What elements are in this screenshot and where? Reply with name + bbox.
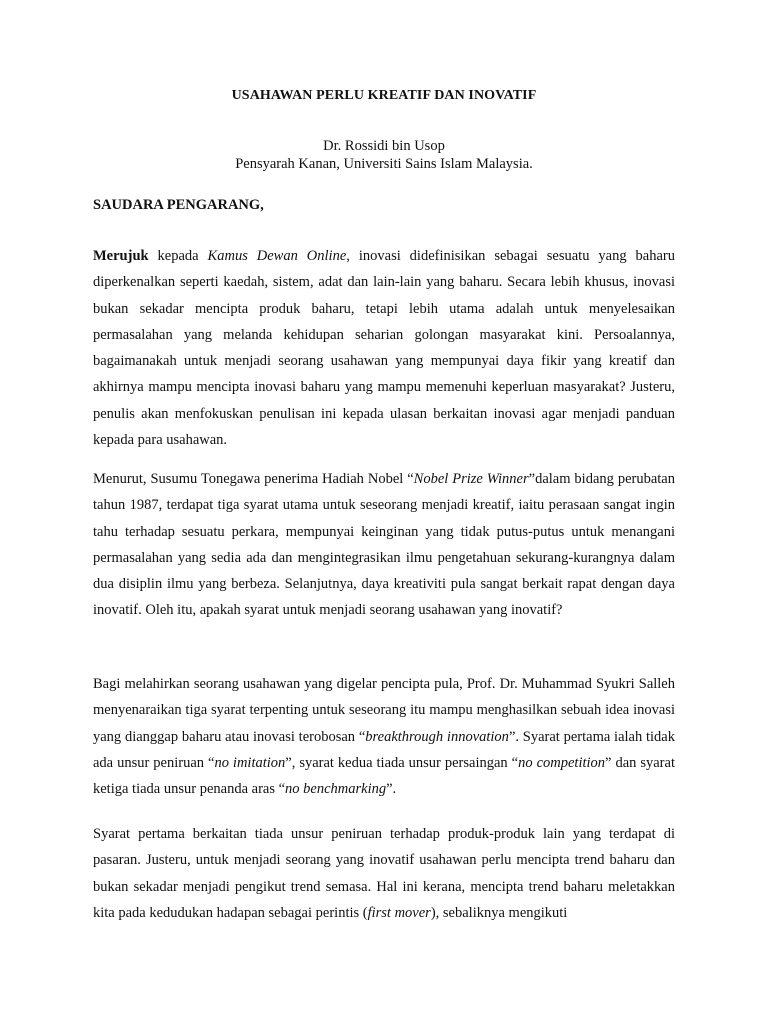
paragraph-1-emphasis-a: Kamus Dewan Online <box>207 248 347 264</box>
paragraph-3-text-b: ”. Syarat pertama ialah tidak ada unsur peniruan “ <box>93 728 675 771</box>
paragraph-3-emphasis-b: no imitation <box>214 754 286 771</box>
paragraph-3-emphasis-a: breakthrough innovation <box>365 728 509 745</box>
salutation: SAUDARA PENGARANG, <box>93 197 264 213</box>
paragraph-2-text-b: ”dalam bidang perubatan tahun 1987, terdapat tiga syarat utama untuk seseorang menjadi kreatif, iaitu perasaan sangat ingin tahu terhadap sesuatu perkara, mempunyai keinginan yang tidak putus-putus untuk menangani permasalahan yang sedia ada dan mengintegrasikan ilmu pengetahuan sekurang-kurangnya dalam dua disiplin ilmu yang berbeza. Selanjutnya, daya kreativiti pula sangat berkait rapat dengan daya inovatif. Oleh itu, apakah syarat untuk menjadi seorang usahawan yang inovatif? <box>93 471 675 619</box>
paragraph-1-text-b: , inovasi didefinisikan sebagai sesuatu yang baharu diperkenalkan seperti kaedah, sistem, adat dan lain-lain yang baharu. Secara lebih khusus, inovasi bukan sekadar mencipta produk baharu, tetapi lebih utama adalah untuk menyelesaikan permasalahan yang melanda kehidupan seharian golongan masyarakat kini. Persoalannya, bagaimanakah untuk menjadi seorang usahawan yang mempunyai daya fikir yang kreatif dan akhirnya mampu mencipta inovasi baharu yang mampu memenuhi keperluan masyarakat? Justeru, penulis akan menfokuskan penulisan ini kepada ulasan berkaitan inovasi agar menjadi panduan kepada para usahawan. <box>93 248 675 449</box>
paragraph-3-text-d: ” dan syarat ketiga tiada unsur penanda aras “ <box>93 754 675 798</box>
paragraph-3 <box>93 671 675 802</box>
paragraph-4-emphasis-a: first mover <box>367 904 431 921</box>
paragraph-1 <box>93 243 675 453</box>
paragraph-3-text-a: Bagi melahirkan seorang usahawan yang digelar pencipta pula, Prof. Dr. Muhammad Syukri Salleh menyenaraikan tiga syarat terpenting untuk seseorang itu mampu menghasilkan sebuah idea inovasi yang dianggap baharu atau inovasi terobosan “ <box>93 676 675 745</box>
paragraph-3-text-e: ”. <box>386 781 397 798</box>
document-title: USAHAWAN PERLU KREATIF DAN INOVATIF <box>231 88 537 103</box>
author-affiliation: Pensyarah Kanan, Universiti Sains Islam Malaysia. <box>235 156 533 172</box>
paragraph-2 <box>93 466 675 624</box>
paragraph-3-emphasis-d: no benchmarking <box>285 781 387 798</box>
author-name: Dr. Rossidi bin Usop <box>323 138 445 154</box>
paragraph-4 <box>93 821 675 926</box>
paragraph-3-text-c: ”, syarat kedua tiada unsur persaingan “ <box>285 754 519 771</box>
paragraph-4-text-a: Syarat pertama berkaitan tiada unsur peniruan terhadap produk-produk lain yang terdapat di pasaran. Justeru, untuk menjadi seorang yang inovatif usahawan perlu mencipta trend baharu dan bukan sekadar menjadi pengikut trend semasa. Hal ini kerana, mencipta trend baharu meletakkan kita pada kedudukan hadapan sebagai perintis ( <box>93 826 675 921</box>
paragraph-2-emphasis-a: Nobel Prize Winner <box>413 471 529 487</box>
paragraph-2-text-a: Menurut, Susumu Tonegawa penerima Hadiah Nobel “ <box>93 471 414 487</box>
paragraph-3-emphasis-c: no competition <box>518 754 606 771</box>
paragraph-1-lead: Merujuk <box>93 248 149 264</box>
author-byline <box>0 137 768 173</box>
paragraph-1-text-a: kepada <box>148 248 208 264</box>
paragraph-4-text-b: ), sebaliknya mengikuti <box>430 904 568 921</box>
